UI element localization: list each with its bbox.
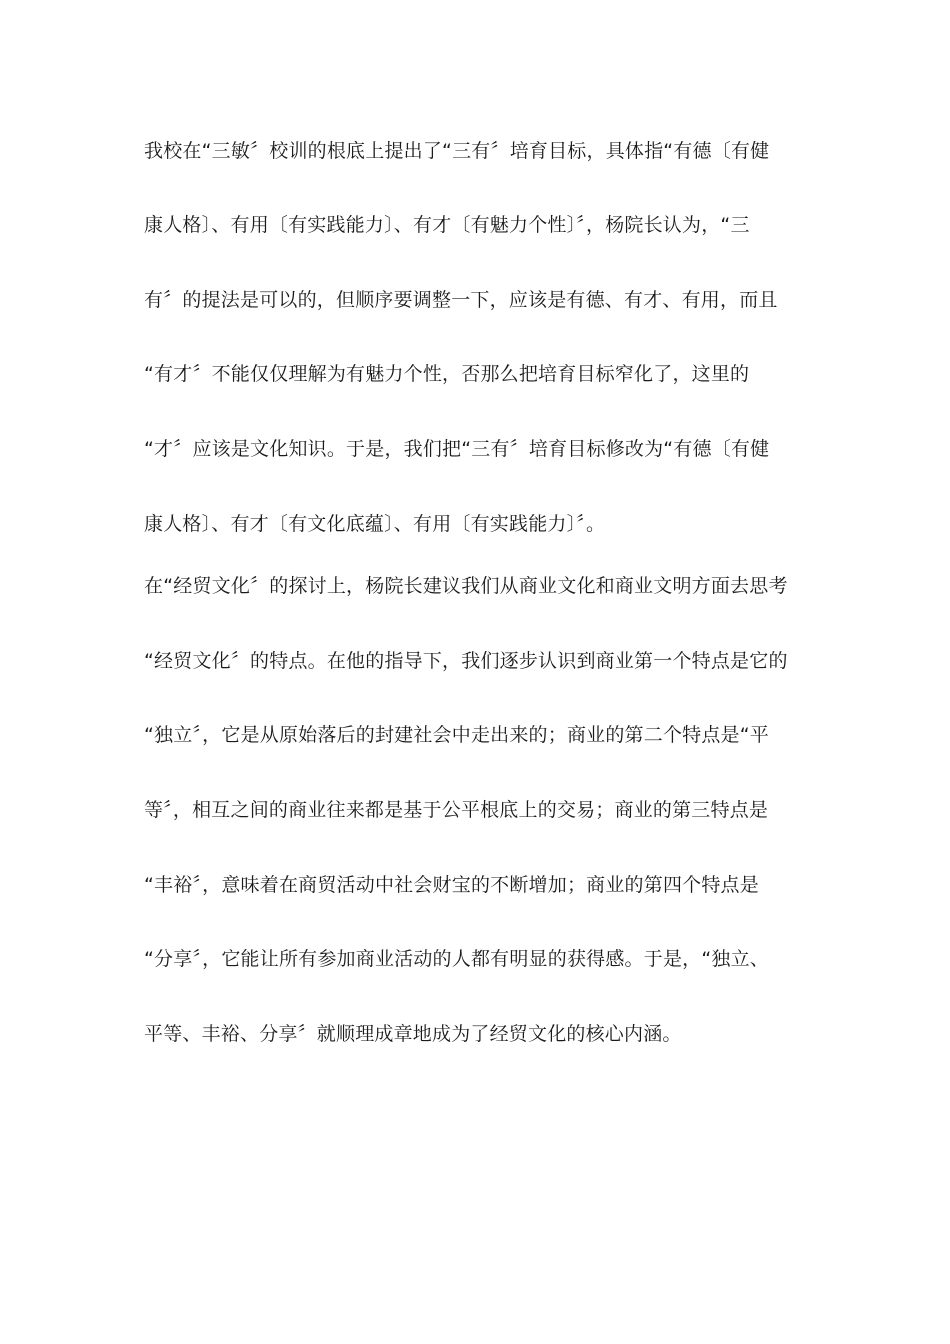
- text-line: 等〞，相互之间的商业往来都是基于公平根底上的交易；商业的第三特点是: [144, 799, 769, 821]
- text-line: 我校在“三敏〞校训的根底上提出了“三有〞培育目标，具体指“有德〔有健: [144, 140, 770, 162]
- text-line: “独立〞，它是从原始落后的封建社会中走出来的；商业的第二个特点是“平: [144, 724, 769, 746]
- text-line: “丰裕〞，意味着在商贸活动中社会财宝的不断增加；商业的第四个特点是: [144, 874, 759, 896]
- text-line: 平等、丰裕、分享〞就顺理成章地成为了经贸文化的核心内涵。: [144, 1023, 682, 1045]
- text-line: 在“经贸文化〞的探讨上，杨院长建议我们从商业文化和商业文明方面去思考: [144, 575, 788, 597]
- text-line: 康人格〕、有才〔有文化底蕴〕、有用〔有实践能力〕〞。: [144, 513, 606, 535]
- text-line: “才〞应该是文化知识。于是，我们把“三有〞培育目标修改为“有德〔有健: [144, 438, 770, 460]
- text-line: “经贸文化〞的特点。在他的指导下，我们逐步认识到商业第一个特点是它的: [144, 650, 788, 672]
- text-line: “分享〞，它能让所有参加商业活动的人都有明显的获得感。于是，“独立、: [144, 948, 769, 970]
- text-line: “有才〞不能仅仅理解为有魅力个性，否那么把培育目标窄化了，这里的: [144, 363, 750, 385]
- text-line: 有〞的提法是可以的，但顺序要调整一下，应该是有德、有才、有用，而且: [144, 289, 778, 311]
- text-line: 康人格〕、有用〔有实践能力〕、有才〔有魅力个性〕〞，杨院长认为，“三: [144, 214, 750, 236]
